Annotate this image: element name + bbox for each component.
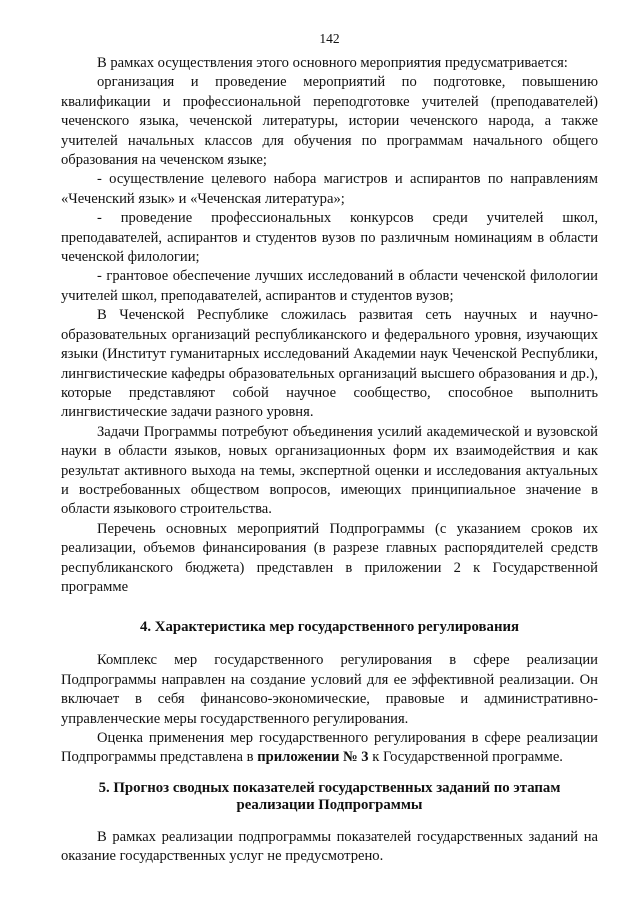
section-5-heading: 5. Прогноз сводных показателей государственных заданий по этапам реализации Подпрограммы [98, 779, 561, 813]
section-4-heading: 4. Характеристика мер государственного регулирования [139, 619, 520, 636]
paragraph-research-network: В Чеченской Республике сложилась развитая сеть научных и научно-образовательных организаций республиканского и федерального уровня, изучающих языки (Институт гуманитарных исследований Академии наук Чеченской Республики, лингвистические кафедры образовательных организаций высшего образования и др.), которые представляют собой научное сообщество, способное выполнить лингвистические задачи разного уровня. [61, 307, 598, 421]
paragraph-enrollment: - осуществление целевого набора магистров и аспирантов по направлениям «Чеченский язык» и «Чеченская литература»; [61, 171, 598, 207]
paragraph-regulation-complex: Комплекс мер государственного регулирования в сфере реализации Подпрограммы направлен на создание условий для ее эффективной реализации. Он включает в себя финансово-экономические, правовые и административно-управленческие меры государственного регулирования. [61, 652, 598, 727]
paragraph-contests: - проведение профессиональных конкурсов среди учителей школ, преподавателей, аспирантов и студентов вузов по различным номинациям в области чеченской филологии; [61, 210, 598, 266]
paragraph-training: организация и проведение мероприятий по подготовке, повышению квалификации и профессиональной переподготовке учителей (преподавателей) чеченского языка, чеченской литературы, истории чеченского народа, а также учителей начальных классов для обучения по программам начального общего образования на чеченском языке; [61, 74, 598, 169]
paragraph-regulation-assessment: Оценка применения мер государственного регулирования в сфере реализации Подпрограммы представлена в приложении № 3 к Государственной программе. [61, 730, 598, 766]
paragraph-intro: В рамках осуществления этого основного мероприятия предусматривается: [97, 55, 568, 71]
paragraph-grants: - грантовое обеспечение лучших исследований в области чеченской филологии учителей школ, преподавателей, аспирантов и студентов вузов; [61, 268, 598, 304]
appendix-reference: приложении № 3 [257, 749, 369, 766]
paragraph-activities-list: Перечень основных мероприятий Подпрограммы (с указанием сроков их реализации, объемов финансирования (в разрезе главных распорядителей средств республиканского бюджета) представлен в приложении 2 к Государственной программе [61, 520, 598, 595]
paragraph-program-tasks: Задачи Программы потребуют объединения усилий академической и вузовской науки в области языков, новых организационных форм их взаимодействия и как результат активного выхода на темы, экспертной оценки и исследования актуальных и востребованных обществом вопросов, имеющих принципиальное значение в области языкового строительства. [61, 423, 598, 518]
paragraph-state-tasks: В рамках реализации подпрограммы показателей государственных заданий на оказание государственных услуг не предусмотрено. [61, 828, 598, 865]
page-number: 142 [319, 31, 340, 46]
